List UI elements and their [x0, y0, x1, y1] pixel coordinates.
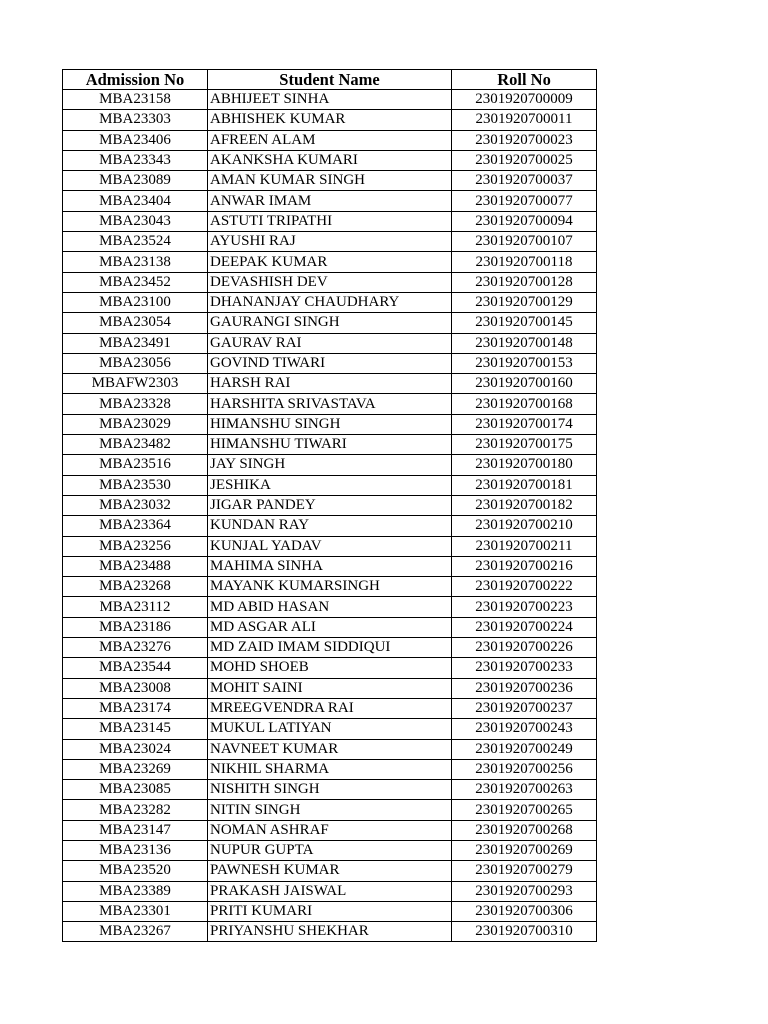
student-name-cell: KUNJAL YADAV [208, 536, 452, 556]
student-name-cell: MD ABID HASAN [208, 597, 452, 617]
admission-no-cell: MBA23364 [63, 516, 208, 536]
roll-no-cell: 2301920700023 [452, 130, 597, 150]
student-name-cell: NOMAN ASHRAF [208, 820, 452, 840]
student-name-cell: GAURANGI SINGH [208, 313, 452, 333]
admission-no-cell: MBA23520 [63, 861, 208, 881]
table-row [63, 556, 597, 576]
student-name-cell: NIKHIL SHARMA [208, 759, 452, 779]
table-row [63, 171, 597, 191]
roll-no-cell: 2301920700168 [452, 394, 597, 414]
roll-no-cell: 2301920700226 [452, 638, 597, 658]
roll-no-cell: 2301920700263 [452, 780, 597, 800]
student-name-cell: DEEPAK KUMAR [208, 252, 452, 272]
admission-no-cell: MBA23328 [63, 394, 208, 414]
roll-no-cell: 2301920700145 [452, 313, 597, 333]
table-body [63, 90, 597, 942]
table-row [63, 374, 597, 394]
table-row [63, 516, 597, 536]
admission-no-cell: MBA23008 [63, 678, 208, 698]
table-row [63, 292, 597, 312]
admission-no-cell: MBA23100 [63, 292, 208, 312]
student-name-cell: MAHIMA SINHA [208, 556, 452, 576]
table-row [63, 678, 597, 698]
roll-no-cell: 2301920700011 [452, 110, 597, 130]
student-name-cell: MD ASGAR ALI [208, 617, 452, 637]
table-row [63, 536, 597, 556]
roll-no-cell: 2301920700094 [452, 211, 597, 231]
admission-no-cell: MBA23268 [63, 577, 208, 597]
admission-no-cell: MBA23186 [63, 617, 208, 637]
student-name-cell: DEVASHISH DEV [208, 272, 452, 292]
table-row [63, 333, 597, 353]
table-row [63, 495, 597, 515]
admission-no-cell: MBA23136 [63, 840, 208, 860]
student-name-cell: HARSHITA SRIVASTAVA [208, 394, 452, 414]
student-name-cell: ABHISHEK KUMAR [208, 110, 452, 130]
roll-no-cell: 2301920700237 [452, 698, 597, 718]
student-name-cell: PAWNESH KUMAR [208, 861, 452, 881]
roll-no-cell: 2301920700077 [452, 191, 597, 211]
table-row [63, 414, 597, 434]
roll-no-cell: 2301920700180 [452, 455, 597, 475]
roll-no-cell: 2301920700269 [452, 840, 597, 860]
admission-no-cell: MBA23516 [63, 455, 208, 475]
header-row [63, 70, 597, 90]
table-row [63, 638, 597, 658]
student-name-cell: PRAKASH JAISWAL [208, 881, 452, 901]
admission-no-cell: MBA23024 [63, 739, 208, 759]
table-row [63, 840, 597, 860]
admission-no-cell: MBA23056 [63, 353, 208, 373]
admission-no-cell: MBA23303 [63, 110, 208, 130]
roll-no-cell: 2301920700211 [452, 536, 597, 556]
table-row [63, 475, 597, 495]
admission-no-cell: MBA23043 [63, 211, 208, 231]
header-admission-no: Admission No [63, 70, 208, 90]
table-row [63, 922, 597, 942]
roll-no-cell: 2301920700037 [452, 171, 597, 191]
roll-no-cell: 2301920700243 [452, 719, 597, 739]
student-name-cell: HARSH RAI [208, 374, 452, 394]
admission-no-cell: MBA23343 [63, 150, 208, 170]
roll-no-cell: 2301920700224 [452, 617, 597, 637]
roll-no-cell: 2301920700153 [452, 353, 597, 373]
table-row [63, 435, 597, 455]
roll-no-cell: 2301920700293 [452, 881, 597, 901]
roll-no-cell: 2301920700310 [452, 922, 597, 942]
student-name-cell: AMAN KUMAR SINGH [208, 171, 452, 191]
table-row [63, 353, 597, 373]
roll-no-cell: 2301920700268 [452, 820, 597, 840]
student-name-cell: PRIYANSHU SHEKHAR [208, 922, 452, 942]
table-row [63, 759, 597, 779]
student-table [62, 69, 597, 942]
student-name-cell: DHANANJAY CHAUDHARY [208, 292, 452, 312]
roll-no-cell: 2301920700182 [452, 495, 597, 515]
admission-no-cell: MBA23158 [63, 90, 208, 110]
student-name-cell: MOHIT SAINI [208, 678, 452, 698]
table-header [63, 70, 597, 90]
admission-no-cell: MBA23452 [63, 272, 208, 292]
student-name-cell: NITIN SINGH [208, 800, 452, 820]
roll-no-cell: 2301920700265 [452, 800, 597, 820]
roll-no-cell: 2301920700223 [452, 597, 597, 617]
admission-no-cell: MBA23147 [63, 820, 208, 840]
table-row [63, 150, 597, 170]
admission-no-cell: MBA23269 [63, 759, 208, 779]
roll-no-cell: 2301920700279 [452, 861, 597, 881]
admission-no-cell: MBA23145 [63, 719, 208, 739]
roll-no-cell: 2301920700118 [452, 252, 597, 272]
header-student-name: Student Name [208, 70, 452, 90]
admission-no-cell: MBA23112 [63, 597, 208, 617]
table-row [63, 272, 597, 292]
student-name-cell: HIMANSHU SINGH [208, 414, 452, 434]
student-name-cell: MD ZAID IMAM SIDDIQUI [208, 638, 452, 658]
table-row [63, 313, 597, 333]
table-row [63, 901, 597, 921]
student-name-cell: MAYANK KUMARSINGH [208, 577, 452, 597]
table-row [63, 211, 597, 231]
student-name-cell: ABHIJEET SINHA [208, 90, 452, 110]
admission-no-cell: MBA23085 [63, 780, 208, 800]
admission-no-cell: MBA23389 [63, 881, 208, 901]
admission-no-cell: MBA23404 [63, 191, 208, 211]
roll-no-cell: 2301920700222 [452, 577, 597, 597]
table-row [63, 455, 597, 475]
admission-no-cell: MBA23032 [63, 495, 208, 515]
student-name-cell: AKANKSHA KUMARI [208, 150, 452, 170]
admission-no-cell: MBA23174 [63, 698, 208, 718]
student-name-cell: MOHD SHOEB [208, 658, 452, 678]
roll-no-cell: 2301920700025 [452, 150, 597, 170]
student-name-cell: MUKUL LATIYAN [208, 719, 452, 739]
table-row [63, 658, 597, 678]
roll-no-cell: 2301920700181 [452, 475, 597, 495]
student-name-cell: GAURAV RAI [208, 333, 452, 353]
roll-no-cell: 2301920700233 [452, 658, 597, 678]
student-name-cell: AYUSHI RAJ [208, 232, 452, 252]
table-row [63, 881, 597, 901]
table-row [63, 90, 597, 110]
table-row [63, 617, 597, 637]
roll-no-cell: 2301920700174 [452, 414, 597, 434]
roll-no-cell: 2301920700160 [452, 374, 597, 394]
table-row [63, 597, 597, 617]
student-name-cell: MREEGVENDRA RAI [208, 698, 452, 718]
student-name-cell: NUPUR GUPTA [208, 840, 452, 860]
student-name-cell: AFREEN ALAM [208, 130, 452, 150]
admission-no-cell: MBA23301 [63, 901, 208, 921]
table-row [63, 800, 597, 820]
roll-no-cell: 2301920700009 [452, 90, 597, 110]
admission-no-cell: MBA23524 [63, 232, 208, 252]
admission-no-cell: MBA23544 [63, 658, 208, 678]
student-name-cell: HIMANSHU TIWARI [208, 435, 452, 455]
student-name-cell: ASTUTI TRIPATHI [208, 211, 452, 231]
table-row [63, 110, 597, 130]
table-row [63, 191, 597, 211]
admission-no-cell: MBA23482 [63, 435, 208, 455]
table-row [63, 719, 597, 739]
table-row [63, 698, 597, 718]
admission-no-cell: MBA23029 [63, 414, 208, 434]
roll-no-cell: 2301920700306 [452, 901, 597, 921]
admission-no-cell: MBA23276 [63, 638, 208, 658]
table-row [63, 820, 597, 840]
roll-no-cell: 2301920700236 [452, 678, 597, 698]
admission-no-cell: MBA23488 [63, 556, 208, 576]
roll-no-cell: 2301920700249 [452, 739, 597, 759]
roll-no-cell: 2301920700128 [452, 272, 597, 292]
table-row [63, 232, 597, 252]
admission-no-cell: MBA23406 [63, 130, 208, 150]
student-name-cell: GOVIND TIWARI [208, 353, 452, 373]
student-name-cell: JESHIKA [208, 475, 452, 495]
student-name-cell: JIGAR PANDEY [208, 495, 452, 515]
roll-no-cell: 2301920700107 [452, 232, 597, 252]
table-row [63, 780, 597, 800]
admission-no-cell: MBA23138 [63, 252, 208, 272]
table-row [63, 394, 597, 414]
admission-no-cell: MBA23267 [63, 922, 208, 942]
roll-no-cell: 2301920700129 [452, 292, 597, 312]
admission-no-cell: MBA23089 [63, 171, 208, 191]
student-name-cell: PRITI KUMARI [208, 901, 452, 921]
admission-no-cell: MBA23491 [63, 333, 208, 353]
student-name-cell: KUNDAN RAY [208, 516, 452, 536]
table-row [63, 577, 597, 597]
admission-no-cell: MBA23282 [63, 800, 208, 820]
student-list-sheet [62, 69, 597, 942]
admission-no-cell: MBA23256 [63, 536, 208, 556]
roll-no-cell: 2301920700216 [452, 556, 597, 576]
table-row [63, 130, 597, 150]
admission-no-cell: MBA23054 [63, 313, 208, 333]
roll-no-cell: 2301920700148 [452, 333, 597, 353]
roll-no-cell: 2301920700256 [452, 759, 597, 779]
header-roll-no: Roll No [452, 70, 597, 90]
admission-no-cell: MBA23530 [63, 475, 208, 495]
admission-no-cell: MBAFW2303 [63, 374, 208, 394]
student-name-cell: NISHITH SINGH [208, 780, 452, 800]
table-row [63, 739, 597, 759]
student-name-cell: JAY SINGH [208, 455, 452, 475]
roll-no-cell: 2301920700175 [452, 435, 597, 455]
roll-no-cell: 2301920700210 [452, 516, 597, 536]
table-row [63, 861, 597, 881]
student-name-cell: ANWAR IMAM [208, 191, 452, 211]
student-name-cell: NAVNEET KUMAR [208, 739, 452, 759]
table-row [63, 252, 597, 272]
